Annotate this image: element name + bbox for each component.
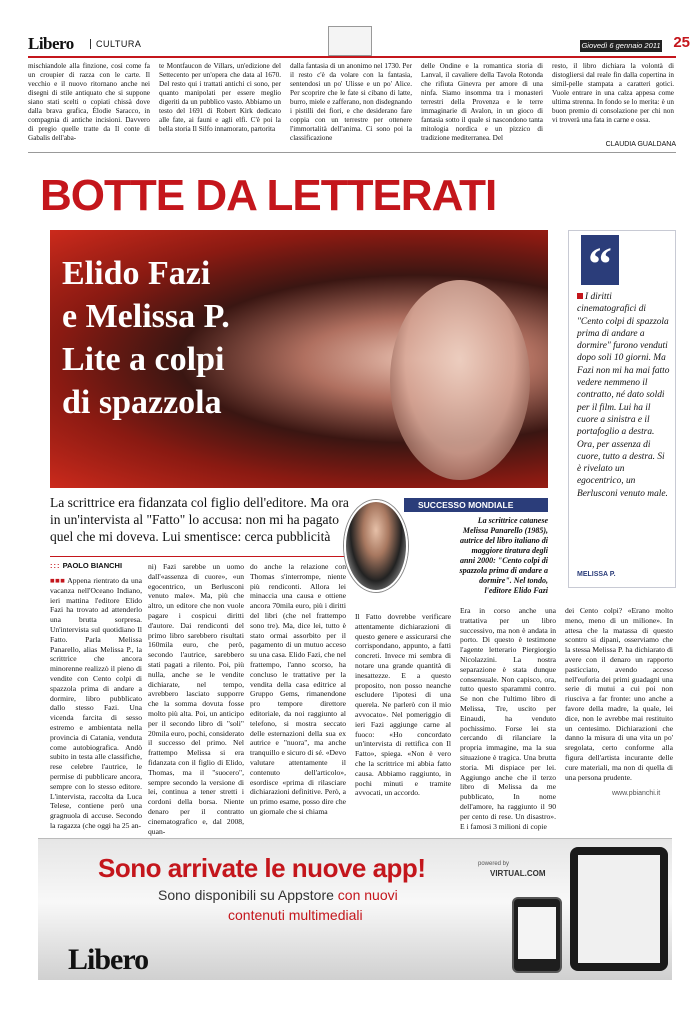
ad-line-2: contenuti multimediali [228,907,363,923]
header-divider [28,56,676,58]
ad-partner-logo: VIRTUAL.COM [490,869,546,878]
photo-title-line: Elido Fazi [62,255,211,292]
strip-column: te Montfaucon de Villars, un'edizione del Settecento per un'opera che data al 1670. Del resto qui i trattati antichi ci sono, per quanto manipolati per essere meglio digeriti da un pubblico vasto. Abbiamo un testo del 1691 di Robert Kirk dedicato alle fate, ai fauni e agli elfi. C'è poi la bella storia Il Silfo innamorato, partorita [159,62,281,133]
article-headline: BOTTE DA LETTERATI [40,171,497,220]
quote-box [568,230,676,588]
ad-powered-by: powered by [478,861,510,867]
smartphone-icon [512,897,562,973]
strip-column: delle Ondine e la romantica storia di Lanval, il cavaliere della Tavola Rotonda che rifiuta Ginevra per amore di una ninfa. Siamo insomma tra i monasteri terrestri della Provenza e le terre immaginarie di Avalon, in un gioco di fantasia sotto il quale si nascondono tanta mitologia nordica e un pizzico di tradizione mediterranea. Del [421,62,543,142]
strip-column: resto, il libro dichiara la volontà di distogliersi dal reale fin dalla copertina in simil-pelle stampata a caratteri gotici. Vuole entrare in una calza appesa come ultima strenna. In fondo se lo merita: è un buon premio di consolazione per chi non vi troverà una fata in carne e ossa. [552,62,674,124]
photo-title-line: e Melissa P. [62,298,230,335]
bullet-square-icon [577,293,583,299]
byline [50,561,122,570]
inset-tag: SUCCESSO MONDIALE [404,498,548,512]
lead-divider [50,556,346,557]
issue-date: Giovedì 6 gennaio 2011 [581,41,661,50]
photo-title-line: di spazzola [62,384,222,421]
app-advertisement[interactable] [38,838,672,980]
quote-body: I diritti cinematografici di "Cento colpi di spazzola prima di andare a dormire" furono venduti dopo soli 10 giorni. Ma Fazi non mi ha mai fatto vedere nemmeno il contratto, né dato soldi per il film. Lui ha il cuore a sinistra e il portafoglio a destra. Ora, per assenza di cuore, tutto a destra. Si è rivelato un egocentrico, un Berlusconi venuto male. [577,292,670,499]
ad-line [158,887,398,903]
quote-author: MELISSA P. [577,571,616,578]
strip-divider [28,152,676,153]
bullet-squares-icon: ■■■ [50,576,66,585]
strip-signature: CLAUDIA GUALDANA [605,141,676,148]
photo-title-line: Lite a colpi [62,341,225,378]
author-website: www.pbianchi.it [612,790,661,797]
ad-line-text: Sono disponibili su Appstore [158,887,334,903]
byline-author: PAOLO BIANCHI [62,561,123,570]
byline-dots-icon: ::: [50,561,61,570]
inset-caption: La scrittrice catanese Melissa Panarello (1985), autrice del libro italiano di maggiore tiratura degli anni 2000: "Cento colpi di spazzola prima di andare a dormire". Nel tondo, l'editore Elido Fazi [459,516,548,595]
body-column: ni) Fazi sarebbe un uomo dall'«assenza di cuore», «un egocentrico, un Berlusconi venuto male». Ma, più che altro, un editore che non vuole pagare i cospicui diritti d'autore. Dai rendiconti del primo libro sarebbero risultati 160mila euro, che però, secondo l'autrice, sarebbero stati pagati a rilento. Poi, più nulla, anche se le vendite dichiarate, nel tempo, avrebbero lasciato supporre che la somma dovuta fosse molto più alta. Poi, un anticipo per il secondo libro di "soli" 20mila euro, pochi, considerato il successo del primo. Nel frattempo Melissa si era fidanzata con il figlio di Elido, Thomas, ma il "suocero", sempre secondo la versione di lei, continua a tener stretti i cordoni della borsa. Niente denaro per il contratto cinematografico e, dal 2008, quan- [148,562,244,836]
emblem-icon [328,26,372,56]
page-header [28,34,690,56]
body-column: Il Fatto dovrebbe verificare attentamente dichiarazioni di questo genere e assicurarsi che corrispondano, appunto, a fatti concreti. Invece mi sembra di notare una grande quantità di inesattezze. E a questo proposito, non posso neanche escludere l'ipotesi di una querela. Ne parlerò con il mio avvocato». Nel pomeriggio di ieri Fazi aggiunge carne al fuoco: «Ho concordato un'intervista di rettifica con Il Fatto», spiega. «Non è vero che la scrittrice mi abbia fatto causa. Abbiamo raggiunto, in pochi minuti e tramite avvocati, un accordo. [355,612,451,798]
tablet-icon [570,847,668,971]
quote-mark-icon: “ [581,235,619,285]
ad-brand-logo: Libero [68,943,149,976]
body-column: do anche la relazione con Thomas s'interrompe, niente più rendiconti. Allora lei minaccia una causa e ottiene ancora 70mila euro, più i diritti del libri (che nel frattempo sono tre). Ma, dice lei, tutto è stato ormai assorbito per il pagamento di un mutuo acceso su una casa. Elido Fazi, che nel frattempo, l'anno scorso, ha concluso le trattative per la vendita della casa editrice al Gruppo Gems, rimanendone pro tempore direttore editoriale, da noi raggiunto al telefono, si mostra seccato delle esternazioni della sua ex autrice e "nuora", ma anche tranquillo e sicuro di sé. «Devo valutare attentamente il contenuto dell'articolo», esordisce «prima di rilasciare dichiarazioni definitive. Però, a un primo esame, posso dire che un giornale che si chiama [250,562,346,816]
body-column: dei Cento colpi? «Erano molto meno, meno di un milione». In attesa che la matassa di questo scontro si dipani, osserviamo che la stessa Melissa P. ha dichiarato di avere con il denaro un rapporto pasticciato, avendo acceso nell'euforia dei primi guadagni una serie di mutui a cui poi non riusciva a far fronte: uno anche a favore della madre, la quale, lei dice, non le avrebbe mai restituito un centesimo. Dichiarazioni che danno la misura di una vita un po' sregolata, certo conforme alla figura dell'artista incurante delle cure materiali, ma non di quella di una persona prudente. [565,606,673,782]
article-lead: La scrittrice era fidanzata col figlio dell'editore. Ma ora in un'intervista al "Fatto" lo accusa: non mi ha pagato quel che mi doveva. Lui smentisce: cerca pubblicità [50,495,349,544]
inset-portrait [344,500,408,592]
portrait-image [390,280,530,480]
ad-line-accent: con nuovi [337,887,398,903]
previous-article-strip [28,62,676,148]
strip-column: mischiandole alla finzione, così come fa un croupier di razza con le carte. Il vecchio e il nuovo ritornano anche nei disegni di stile antiquato che si suppone siano stati scelti o copiati chissà dove dalla brava grafica, Élodie Saracco, in compagnia di antiche incisioni. Davvero di pregio quelle tratte da Il conte di Gabalis dell'aba- [28,62,150,142]
strip-column: dalla fantasia di un anonimo nel 1730. Per il resto c'è da volare con la fantasia, sentendosi un po' Ulisse e un po' Alice. Per scoprire che le fate si cibano di latte, burro, miele e zafferano, non disdegnando i pistilli dei fiori, e che desiderano fare coppia con un terrestre per ottenere l'immortalità dell'anima. Ci sono poi la classificazione [290,62,412,142]
photo-title [62,252,230,424]
body-text: Appena rientrato da una vacanza nell'Oceano Indiano, ieri mattina l'editore Elido Fazi ha trovato ad attenderlo una brutta sorpresa. Un'intervista sul quotidiano Il Fatto. Parla Melissa Panarello, alias Melissa P., la scrittrice che ancora minorenne realizzò il pieno di vendite con Cento colpi di spazzola prima di andare a dormire, libro pubblicato dallo stesso Fazi. Una vicenda farcita di sesso estremo e ambientata nella provincia di Catania, venduta come autobiografica. Andò subito in testa alle classifiche, rese celebre l'autrice, le permise di pubblicare ancora, sempre con lo stesso editore. L'intervista, raccolta da Luca Telese, contiene però una gragnuola di accuse. Secondo la ragazza (che oggi ha 25 an- [50,576,142,830]
quote-text [577,291,671,500]
newspaper-logo: Libero [28,34,74,53]
section-label: CULTURA [90,39,141,49]
body-column: Era in corso anche una trattativa per un libro successivo, ma non è andata in porto. Di questo è testimone l'agente letterario Piergiorgio Nicolazzini. La nostra separazione è stata dunque consensuale. Non capisco, ora, tutto questo sparammi contro. Se non che l'ultimo libro di Melissa, Tre, uscito per Einaudi, ha venduto pochissimo. Forse lei sta cercando di rilanciare la propria immagine, ma la sua situazione è tragica. Una brutta storia. Mi dispiace per lei. Aggiungo anche che il terzo libro di Melissa da me pubblicato, In nome dell'amore, ha raggiunto il 90 per cento di rese. Un disastro». E i famosi 3 milioni di copie [460,606,556,831]
page-number: 25 [673,34,690,51]
ad-headline: Sono arrivate le nuove app! [98,853,426,883]
body-column [50,576,142,831]
